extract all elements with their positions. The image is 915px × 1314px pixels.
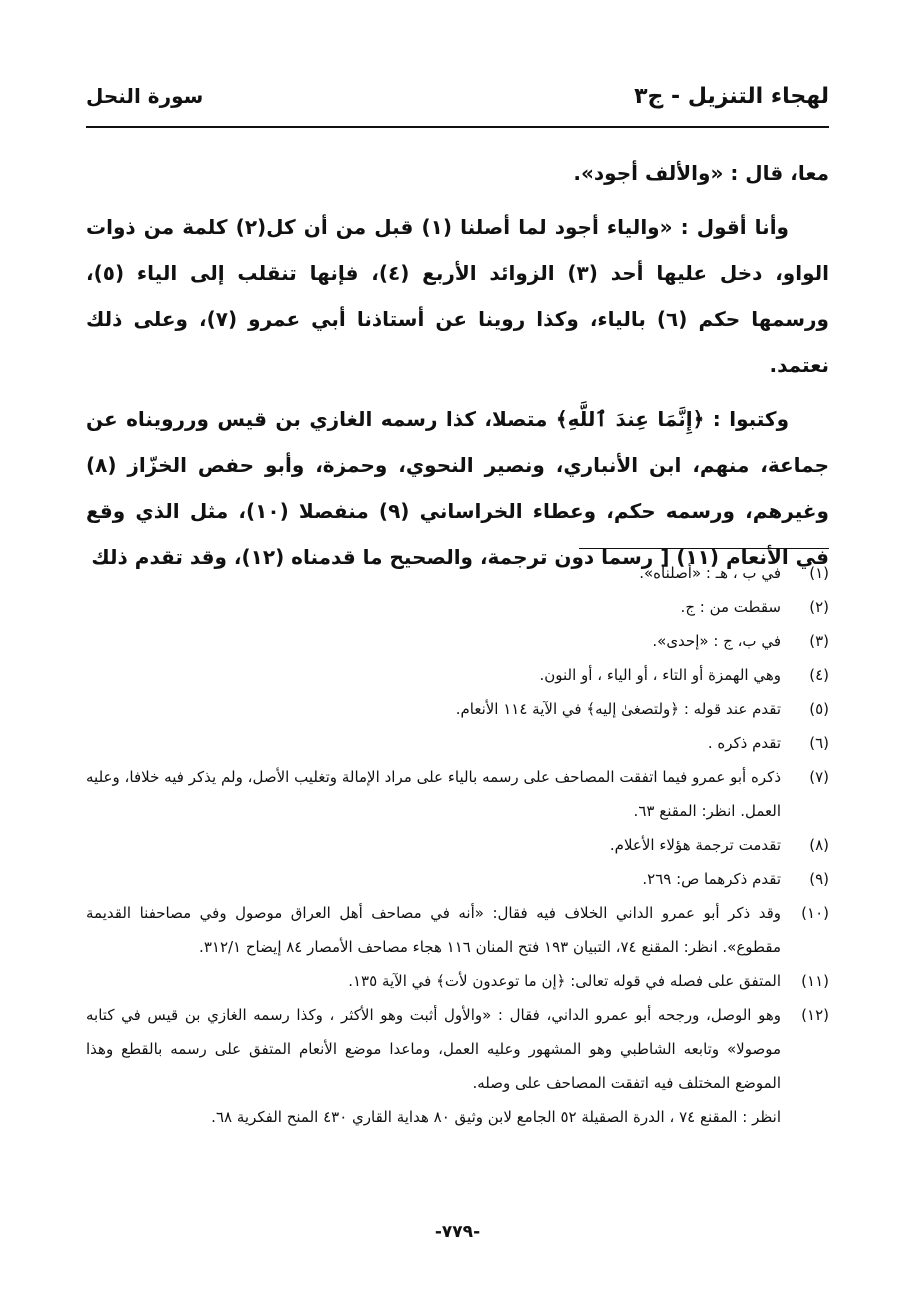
footnote-text: وقد ذكر أبو عمرو الداني الخلاف فيه فقال: «أنه في مصاحف أهل العراق موصول وفي مصاحفنا القديمة مقطوع». انظر: المقنع ٧٤، التبيان ١٩٣ فتح المنان ١١٦ هجاء مصاحف الأمصار ٨٤ إيضاح ٣١٢/١. [86,904,781,956]
footnote [86,726,829,760]
footnote-text: ذكره أبو عمرو فيما اتفقت المصاحف على رسمه بالياء على مراد الإمالة وتغليب الأصل، ولم يذكر فيه خلافا، وعليه العمل. انظر: المقنع ٦٣. [86,768,781,820]
footnote-number: (٣) [809,632,829,650]
footnote-text: المتفق على فصله في قوله تعالى: ﴿إن ما توعدون لأت﴾ في الآية ١٣٥. [348,972,781,990]
footnote [86,692,829,726]
footnote [86,590,829,624]
footnote-number: (٤) [809,666,829,684]
footnote-text: في ب ، هـ : «أصلناه». [639,564,781,582]
footnote-number: (١٠) [801,904,829,922]
header-divider [86,126,829,128]
running-header [86,76,829,128]
book-title: لهجاء التنزيل - ج٣ [634,84,829,109]
surah-title: سورة النحل [86,84,204,108]
footnote-number: (٧) [809,768,829,786]
footnote [86,964,829,998]
footnote [86,624,829,658]
footnote [86,828,829,862]
footnote-continuation: انظر : المقنع ٧٤ ، الدرة الصقيلة ٥٢ الجامع لابن وثيق ٨٠ هداية القاري ٤٣٠ المنح الفكرية ٦٨. [211,1108,781,1126]
footnote-text: تقدم عند قوله : ﴿ولتصغىٰ إليه﴾ في الآية ١١٤ الأنعام. [455,700,781,718]
footnote-text: تقدمت ترجمة هؤلاء الأعلام. [609,836,781,854]
footnote-text: في ب، ج : «إحدى». [652,632,781,650]
paragraph-2: وأنا أقول : «والياء أجود لما أصلنا (١) قبل من أن كل(٢) كلمة من ذوات الواو، دخل عليها أحد (٣) الزوائد الأربع (٤)، فإنها تنقلب إلى الياء (٥)، ورسمها حكم (٦) بالياء، وكذا روينا عن أستاذنا أبي عمرو (٧)، وعلى ذلك نعتمد. [86,215,829,377]
main-text [86,150,829,588]
footnote-text: وهو الوصل، ورجحه أبو عمرو الداني، فقال : «والأول أثبت وهو الأكثر ، وكذا رسمه الغازي بن قيس في كتابه موصولا» وتابعه الشاطبي وهو المشهور وعليه العمل، وماعدا موضع الأنعام المتفق على رسمه بالقطع وهذا الموضع المختلف فيه اتفقت المصاحف على وصله. [86,1006,781,1092]
footnote-number: (٥) [809,700,829,718]
paragraph-1: معا، قال : «والألف أجود». [573,161,829,185]
page-number: -٧٧٩- [434,1222,481,1242]
footnote-text: تقدم ذكره . [707,734,781,752]
footnote-text: وهي الهمزة أو التاء ، أو الياء ، أو النون. [539,666,781,684]
footnote [86,998,829,1100]
footnote-number: (٦) [809,734,829,752]
footnote-number: (١٢) [801,1006,829,1024]
footnote-number: (١١) [801,972,829,990]
paragraph-3: وكتبوا : ﴿إِنَّمَا عِندَ ٱللَّهِ﴾ متصلا، كذا رسمه الغازي بن قيس وررويناه عن جماعة، منهم، ابن الأنباري، ونصير النحوي، وحمزة، وأبو حفص الخزّاز (٨) وغيرهم، ورسمه حكم، وعطاء الخراساني (٩) منفصلا (١٠)، مثل الذي وقع في الأنعام (١١) [ رسما دون ترجمة، والصحيح ما قدمناه (١٢)، وقد تقدم ذلك [86,407,829,569]
footnote-text: سقطت من : ج. [680,598,781,616]
footnotes [86,556,829,1134]
footnote-number: (١) [809,564,829,582]
footnote-text: تقدم ذكرهما ص: ٢٦٩. [642,870,781,888]
footnote-number: (٢) [809,598,829,616]
footnote [86,658,829,692]
footnote [86,760,829,828]
footnote-number: (٨) [809,836,829,854]
footnote [86,862,829,896]
footnote [86,556,829,590]
footnote-number: (٩) [809,870,829,888]
footnote-divider [579,548,829,549]
footnote [86,896,829,964]
